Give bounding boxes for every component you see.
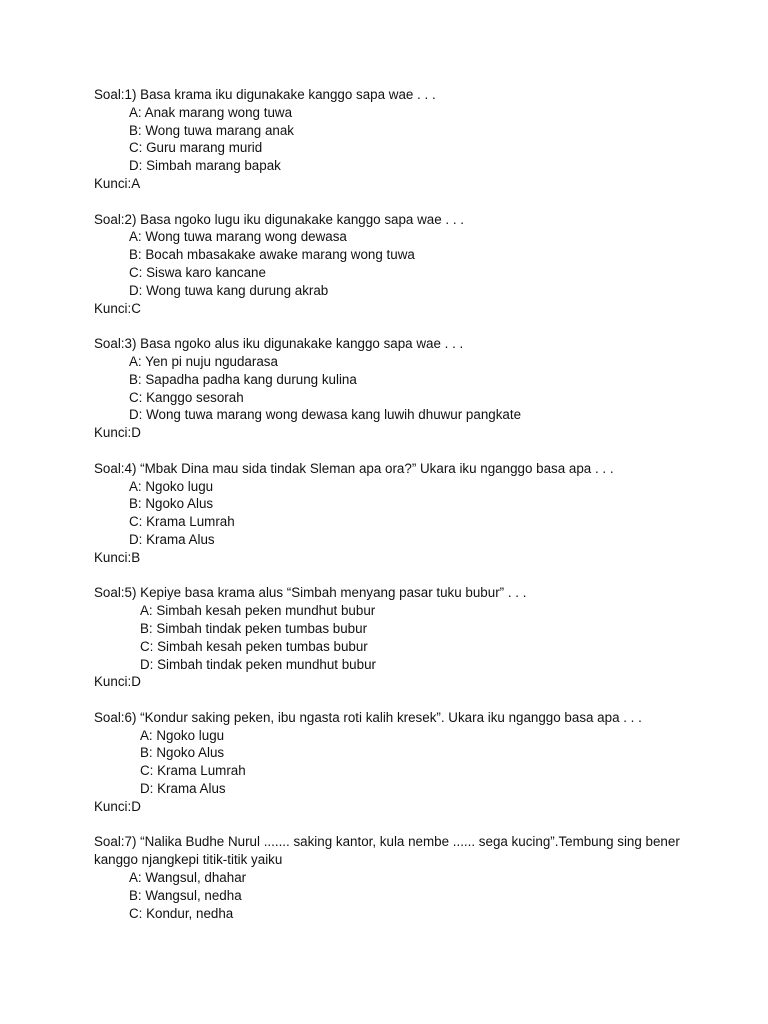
option-a: A: Ngoko lugu <box>129 478 214 494</box>
question-text: Soal:5) Kepiye basa krama alus “Simbah menyang pasar tuku bubur” . . . <box>94 585 527 601</box>
question-block-5 <box>94 584 684 691</box>
answer-key: Kunci:D <box>94 674 141 690</box>
option-d: D: Krama Alus <box>140 781 226 797</box>
option-b: B: Wangsul, nedha <box>129 887 242 903</box>
option-c: C: Kondur, nedha <box>129 905 234 921</box>
spacer <box>94 442 684 460</box>
option-a: A: Wong tuwa marang wong dewasa <box>129 229 347 245</box>
question-text: Soal:1) Basa krama iku digunakake kanggo sapa wae . . . <box>94 87 436 102</box>
question-block-3 <box>94 335 684 442</box>
option-c: C: Kanggo sesorah <box>129 389 244 405</box>
spacer <box>94 567 684 585</box>
option-d: D: Wong tuwa marang wong dewasa kang luwih dhuwur pangkate <box>129 407 522 423</box>
answer-key: Kunci:C <box>94 300 141 316</box>
option-c: C: Simbah kesah peken tumbas bubur <box>140 638 368 654</box>
question-text: Soal:6) “Kondur saking peken, ibu ngasta roti kalih kresek”. Ukara iku nganggo basa apa . . . <box>94 709 642 725</box>
question-text: Soal:3) Basa ngoko alus iku digunakake kanggo sapa wae . . . <box>94 336 464 352</box>
option-c: C: Krama Lumrah <box>140 763 246 779</box>
option-a: A: Simbah kesah peken mundhut bubur <box>140 603 376 619</box>
question-block-7 <box>94 833 684 922</box>
option-a: A: Wangsul, dhahar <box>129 870 247 886</box>
question-block-4 <box>94 460 684 567</box>
option-a: A: Ngoko lugu <box>140 727 225 743</box>
option-d: D: Wong tuwa kang durung akrab <box>129 282 329 298</box>
option-c: C: Guru marang murid <box>129 140 263 156</box>
question-text: Soal:4) “Mbak Dina mau sida tindak Sleman apa ora?” Ukara iku nganggo basa apa . . . <box>94 460 614 476</box>
option-a: A: Yen pi nuju ngudarasa <box>129 353 278 369</box>
option-b: B: Sapadha padha kang durung kulina <box>129 371 357 387</box>
spacer <box>94 816 684 834</box>
question-text: Soal:7) “Nalika Budhe Nurul ....... saking kantor, kula nembe ...... sega kucing”.Tembung sing bener kanggo njangkepi titik-titik yaiku <box>94 834 680 868</box>
option-d: D: Krama Alus <box>129 531 215 547</box>
option-c: C: Siswa karo kancane <box>129 264 266 280</box>
option-b: B: Simbah tindak peken tumbas bubur <box>140 620 368 636</box>
option-c: C: Krama Lumrah <box>129 514 235 530</box>
spacer <box>94 691 684 709</box>
spacer <box>94 193 684 211</box>
option-d: D: Simbah marang bapak <box>129 158 281 174</box>
answer-key: Kunci:D <box>94 798 141 814</box>
spacer <box>94 317 684 335</box>
option-a: A: Anak marang wong tuwa <box>129 104 293 120</box>
option-b: B: Bocah mbasakake awake marang wong tuwa <box>129 247 415 263</box>
question-block-6 <box>94 709 684 816</box>
question-block-2 <box>94 211 684 318</box>
answer-key: Kunci:B <box>94 549 141 565</box>
option-b: B: Ngoko Alus <box>140 745 225 761</box>
option-d: D: Simbah tindak peken mundhut bubur <box>140 656 376 672</box>
option-b: B: Wong tuwa marang anak <box>129 122 294 138</box>
document-page <box>94 86 684 922</box>
answer-key: Kunci:D <box>94 425 141 441</box>
question-text: Soal:2) Basa ngoko lugu iku digunakake kanggo sapa wae . . . <box>94 211 464 227</box>
option-b: B: Ngoko Alus <box>129 496 214 512</box>
question-block-1 <box>94 86 684 193</box>
answer-key: Kunci:A <box>94 175 141 191</box>
